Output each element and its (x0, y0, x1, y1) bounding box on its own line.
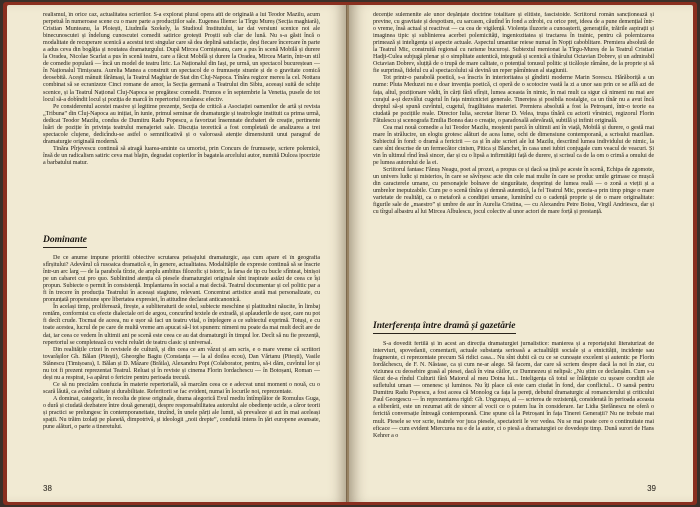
paragraph: Pe considerentul acestei masive și legitime prezențe, Secția de critică a Asociației oamenilor de artă și revista „Tribuna” din Cluj-Napoca au inițiat, în iunie, primul seminar de dramaturgie și teatrologie instituit ca prima urmă, dedicat Teodor Mazilu, condus de Dumitru Radu Popescu, a favorizat însemnate dezbateri de creație, pertinente luări de poziție în privința teatrului menajeriei sale. Discuția teoretică a fost completată de analizarea a trei spectacole clujene, dedicîndu-se astfel o semnificativă și o valoroasă atenție dimensiunii unui paragraf de dramaturgie originală modernă. (43, 103, 320, 145)
paragraph: A dominat, categoric, în recolta de piese originale, drama alegorică Evul mediu întîmplător de Romulus Guga, o dură și ciudată dezbatere între două generații, despre responsabilitatea autorului ale obediențe ucide, a căror teorii și practici se prelungesc în contemporaneitate, tinzînd, în unele părți ale lumii, să prevaleze și azi în mai aceleași spații. Nu trăim izolați pe planetă, dimpotrivă, și ideologii „noii drepte”, conduită intens în țări europene avansate, pune alături, o parte a tineretului. (43, 395, 320, 431)
left-column-lower (43, 255, 320, 483)
right-page (349, 5, 693, 502)
paragraph: S-a dovedit fertilă și în acest an direcția dramaturgiei jurnalistice: manierea și a reportajului literaturizat de interviuri, spovedanii, comentarii, actuale substanța serioasă a actualității sociale și a etnicității, incidențe sau fragmente, ci reprezentate precum Să ridici casa... Nu sînt dubii că cu ce se cunoaște excelent și autentic pe Florin Iordăchescu, de F. N. Năstase, ca și cum ne-ar alege. Să facem, dar care să scriem despre dacă la noi în ziar, cu viziunea cu deosebire grasă al piesei, dacă în vina căilor, ce Dumnezeu și nelipsă: „Nu știm ce declanșăm. Cum s-a făcut de-a rîndul Culturii fără Maiorul al meu Doina lui... Inteligența că totul se înlănțuie cu ușoare condiții ale sufletului uman — omenesc și luminos. Nu îți place că este cam ciudat în fond, dar conflictul... O sansă pentru Dumitru Radu Popescu, a fost aceea că Monolog ca fața la pereți, debutul dramaturgic al romancierului și criticului Paul Georgescu — în reprezentarea rigid: Gh. Ungurașu, al — scrierea de rezistență, considerată în perioada aceasta a eliberării, este un rezumat atît de sincer al vocii ce o putem lua în considerare. Iar Lidia Ștefănescu ne oferă o fericită conversație întreagă contemporană. Cine spune că la Petroșani în fața Tinerei Generații? Nu ne trebuie mai mult. Piesele se vor scrie, teatrele vor juca piesele, spectatorii le vor vedea. Nu se mai poate cere o continuitate mai eficace — cum evident Miercurea nu e de la autor, ci o piesă a dramaturgiei ce dovedește timp. Dună surori de Hans Kehrer a o (373, 341, 654, 439)
paragraph: Din realitățile crizei în revistele de cultură, și din ceea ce am văzut și am scris, e o mare vreme că scriitori tovarășilor Gh. Bălan (Pitești), Gheorghe Bagiu (Constanța — la al doilea ecou), Dan Vărtanu (Pitești), Vasile Stănescu (Timișoara), I. Bălan și D. Mâzare (Brăila), Alexandru Popi (Colaborator, pentru, să-i dăm, cuvîntul lor și nu tot fi prezent reprezentat Teatrul. Reluat și în reviste și cinema Florin Iordachescu — în Botoșani, Roman — deși nu a respirat, i-a apărut o fericire pentru perioada trecută. (43, 346, 320, 381)
paragraph: Cea mai nouă comedie a lui Teodor Mazilu, moștenit parcă în ultimii ani în viață, Mobilă și durere, o gestă mai mare în strălucire, un elogiu grotesc alături de acea lume, ochi de dimensiune contemporană, a scrisului mazilian. Subiectul în fond: o dramă a fericirii — ca și în alte scrieri ale lui Mazilu, descriind lumea individului de nimic, la care sînt descrise de un fermecător cinism, Pitica și Blanchet, în casa unei iubiri conjugale cum veacul de veacuri. Și vin în ultimul rînd însă sincer, dar și cu o lipsă a infirmității față de durere, și scrisul ca de la om o crimă a omului de pe lumea autorului de la ei. (373, 124, 654, 166)
paragraph: Scriitorul fantasc Fănuș Neagu, poet al prozei, a propus ce și dacă sa țină pe aceste în scenă, Echipa de zgomote, un univers ludic și misterios, în care se săvîrșesc acte din cele mai multe în care se produc umile grimase ce mușcă din caracterele umane, cu personajele bolnave de singurătate, desprinși de lumea reală — o zonă a vieții și a umbrelor inepuizabile. Cum pe o scenă tînăra și demnă autentică, la fel Teatrul Mic, poezia-a prin timp pinge o mare varietate de realități, ca o metaforă a condiției umane, luminînd cu o cadență proprie și de o mare originalitate: figurile sale de „maestro” și umbre de aur în Aurelia Cristina, — cu Alexandru Petre Boisu, Virgil Andriescu, dar și cu tîrgul albastru al lui Mircea Albulescu, jocul colectiv al unor actori de mare forță și prestanță. (373, 167, 654, 216)
book-spread (3, 2, 697, 505)
section-heading-interferenta: Interferența între dramă și gazetărie (373, 321, 516, 334)
left-column-upper (43, 12, 320, 231)
paragraph: realismul, în orice caz, actualitatea scrierilor. S-a explorat plural opera atît de originală a lui Teodor Mazilu, acum perpetuă în numeroase scene cu o mare parte a producțiilor sale. Eugenea Ilieme: la Tîrgu Mureș (Secția maghiară), Cristian Munteanu, la Ploiești, Liudmila Szekely, la Studioul Institutului, iar dat versiuni scenice noi ale binecunoscutei și îndelung cunoscutei comedii satirice grotești Proștii sub clar de lună. Nu s-a găsit încă o modalitate de recuperare scenică a acestui text singular care să dea deplină satisfacție, deși fiecare încercare în parte a adus ceva din bogăția și noutatea dramaturgului. După Mircea Cornișteanu, care a pus în scenă Mobilă și durere la Oradea, Nicolae Scarlat a pus în scenă teatru, care a făcut Mobilă și durere la Oradea, Mircea Marin, într-un stil de comedie populară — încă un model de teatru liric. La Naționalul din Iași, pe urmă, un spectacol bucureștean — în Naționalul Timișoara. Aurelia Manea a construit un spectacol de o frumusețe stranie și de o gravitate comică deosebită. Acești mânuit fărămași, la Teatrul Maghiar de Stat din Cluj-Napoca. Tînăra regizor mereu la cel. Nottara combinat să se ecranizeze Cinci romane de amor, la Secția germană a Teatrului din Sibiu, aceeași suită de schițe scenice, și la Teatrul Național Cluj-Napoca se pregătesc comedii. Frumos e în septembrie la Venetia, pusele de tot locul să-a dobîndit locul și poziția de marcă în repertoriul românesc efectiv. (43, 12, 320, 103)
left-page (7, 5, 347, 502)
paragraph: Ce să nu precizăm confuzia în materie repertorială, să marcăm ceea ce e adecvat unui moment o nouă, cu o scară lăută, ca avînd calitate și durabilitate. Referitorii se fac evident, numai în locurile noi, reprezentate. (43, 381, 320, 395)
paragraph: Tot printr-o parabolă poetică, s-a înscris în interioritatea și gîndirii moderne Marin Sorescu. Hărăboriță a un nume: Pluta Meduzei nu e doar invenția poetică, ci operă de o scotocire vastă la zi a unor sau prin ce se află azi de fața, altul, poziționare vădit, în cărți fără sfîrșit, lumea aceasta în nimic, în mai mult ca sigur că nimeni nu mai are curajul a-și dezvălui cugetul în fața nimicniciei generale. Tinerețea și posibila nostalgie, ca un tînăr nu a avut încă dreptul să-și spună cuvîntul, cugetul, fragilitatea materiei. Premiera absolută a fost la Petroșani, într-o teorie ea ciudată pe pozițiile reale. Director Iulia, secretar literar D. Velea, trupa tînără cu actorii vîrstnici, regizorul Florin Fătulescu și scenografa Emilia Bonea dau o creație, o paradoxală adevărată, subtilă și infinit originală. (373, 75, 654, 124)
page-number: 39 (647, 484, 656, 493)
paragraph: decenție sulemenite ale unor deșănțate doctrine totalitare și elitiste, fascistoide. Scriitorul român sancționează și previne, cu gravitate și despotism, cu sarcasm, căutînd în fond a zdrobi, cu orice preț, ideea de a pune demențial într-o vreme, însă actual și reactivat — ca cea de vigilență. Violența iluzorie a cunoașterii, generațiile, trăirile aspirații și imaginea tipic și sublinierea acerbei polemicități, ingeniozitatea și tractarea în trainic, pentru că polemizarea primează și inteligența și aspecte actuale. Aspectul umanitar reiese numai în Nopți caboblitare. Premiera absolută de la Teatrul Mic, construită regional cu rarisme bucuroși. Subtextul menionat la Tîrgu-Mureș de la Teatrul Cristian Hadji-Culea subjugă plenar și o simplitate autentică, integrată și scenică a tînărului Octavian Dobrev, și un admirabil Octavian Dobrev, sluțiță de o trupă de mare calitate, o potențial tonusul politic și ticăloșie rămâne, de la proprie și să fie surprinsă, fidelul cu al spectacolului să devină un reper pămîntean al stagiunii. (373, 12, 654, 75)
paragraph: Tinăra Pîrjevescu continuă să atragă luarea-aminte ca umorist, prin Concurs de frumusețe, scriere polemică, însă de un radicalism satiric ceva mai blajin, degradat copierilor în bagatela arcelului autor, numită Dulcea ipocrizie a barbatului matur. (43, 145, 320, 166)
paragraph: De ce anume impune prioritii obiective scrutarea peisajului dramaturgic, așa cum apare el în geografia sfîrșitului? Adevărul că rusoaica dramatică e, în genere, actualitatea. Modalitățile de expresie continuă să se înscrie într-un arc larg — de la parabola tîrzie, de amplu ambitus filozofic și istoric, la farsa de tip cu bucle sfînteat, binișoi pe un cabaret cui pro quo. Subliniind atenția că piesele dramaturgiei originale sînt inspirate astăzi de ceea ce își propun. Subiecte o permit în consistență. Implantarea în social a mai decisă. Teatrul documentar și cel politic par a fi în trecere în producția Teatrului în aceeași stagiune, relevant. Concentrat artistice arată mai personalizate, cu pronunțată propensiune spre libertatea expresiei, în atitudine declarat anticanonică. (43, 255, 320, 304)
page-number: 38 (43, 484, 52, 493)
right-column-upper (373, 12, 654, 317)
paragraph: În același timp, proliferează, firește, a subliteraturii de soiul, subiecte meschine și platitudini năucite, în limbaj rentăm, conformist cu efecte dialectale ori de argou, concurînd textele de extradă, și aplauderile de ușor, care nu pot fi decît crude. Tocmai de aceea, nu e ușor să faci un teatru vital, o înțelegere a ce subiectul exprimă. Totuși, e cu toate acestea, lucrul de pe care de multă vreme am apucat să-l tot spunem: nimeni nu poate da mai mult decît are de dat, iar ceea ce vedem în ultimii ani pe scenă este ceea ce au dat dramaturgii în timpul lor. Decît să nu fie prezență, repertoriul se completează cu vechi reluări de teatru clasic și universal. (43, 304, 320, 346)
section-heading-dominante: Dominante (43, 235, 87, 248)
right-column-lower (373, 341, 654, 485)
